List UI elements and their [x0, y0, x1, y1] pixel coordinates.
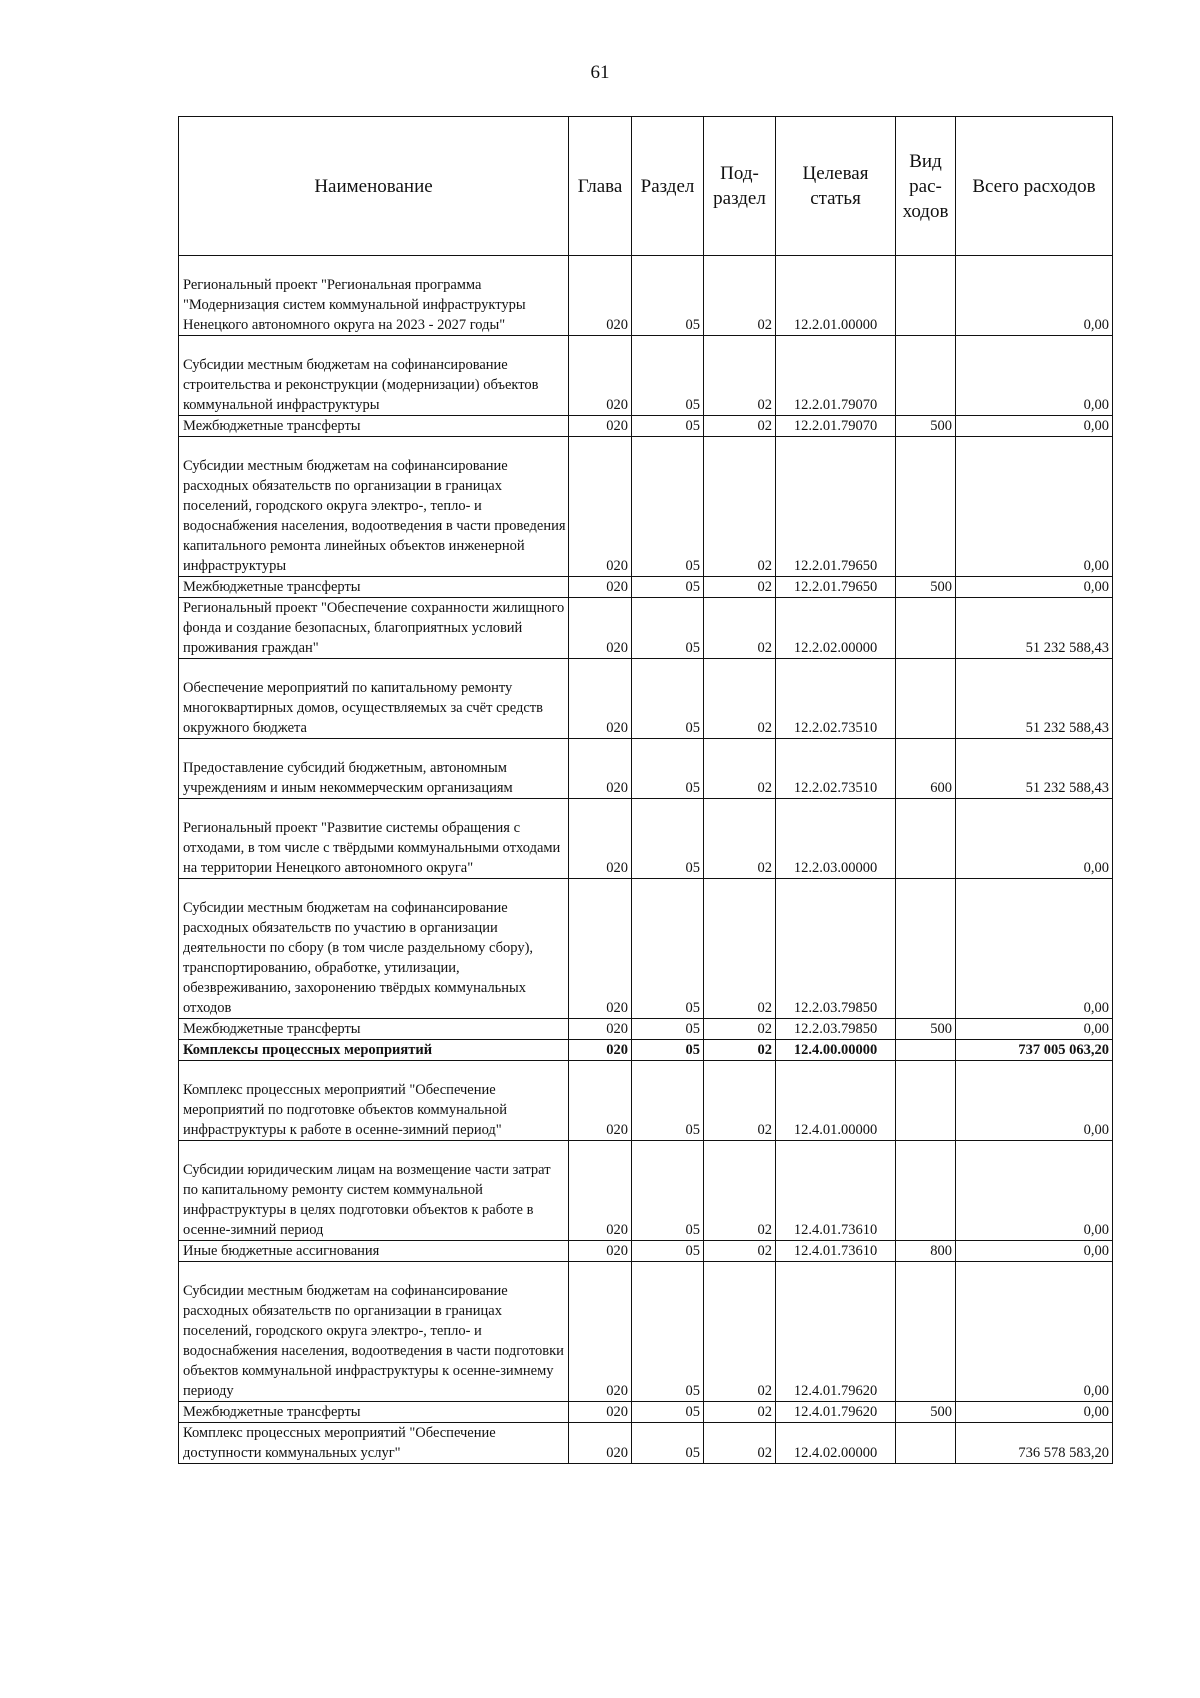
- cell-type: 600: [896, 739, 956, 799]
- cell-section: 05: [632, 1061, 704, 1141]
- cell-total: 0,00: [956, 1262, 1113, 1402]
- table-row: [179, 336, 1113, 416]
- header-target: Целевая статья: [776, 117, 896, 256]
- cell-target: 12.4.01.73610: [776, 1141, 896, 1241]
- cell-type: [896, 598, 956, 659]
- cell-chapter: 020: [569, 879, 632, 1019]
- table-row: [179, 1141, 1113, 1241]
- cell-chapter: 020: [569, 1402, 632, 1423]
- cell-type: [896, 1141, 956, 1241]
- cell-chapter: 020: [569, 1262, 632, 1402]
- cell-type: [896, 1262, 956, 1402]
- table-row: [179, 577, 1113, 598]
- cell-total: 736 578 583,20: [956, 1423, 1113, 1464]
- cell-type: [896, 879, 956, 1019]
- cell-subsection: 02: [704, 799, 776, 879]
- cell-section: 05: [632, 659, 704, 739]
- cell-subsection: 02: [704, 1402, 776, 1423]
- cell-name: Комплексы процессных мероприятий: [179, 1040, 569, 1061]
- cell-chapter: 020: [569, 336, 632, 416]
- cell-section: 05: [632, 1423, 704, 1464]
- cell-total: 0,00: [956, 879, 1113, 1019]
- cell-type: 500: [896, 577, 956, 598]
- cell-subsection: 02: [704, 1262, 776, 1402]
- cell-chapter: 020: [569, 1061, 632, 1141]
- cell-type: 500: [896, 1402, 956, 1423]
- cell-type: [896, 1423, 956, 1464]
- cell-target: 12.4.01.00000: [776, 1061, 896, 1141]
- cell-section: 05: [632, 577, 704, 598]
- cell-total: 0,00: [956, 577, 1113, 598]
- table-row: [179, 1061, 1113, 1141]
- cell-target: 12.4.01.73610: [776, 1241, 896, 1262]
- cell-type: [896, 1040, 956, 1061]
- header-chapter: Глава: [569, 117, 632, 256]
- table-row: [179, 739, 1113, 799]
- table-row: [179, 1423, 1113, 1464]
- cell-type: [896, 437, 956, 577]
- cell-section: 05: [632, 1262, 704, 1402]
- cell-name: Субсидии местным бюджетам на софинансирование расходных обязательств по участию в организации деятельности по сбору (в том числе раздельному сбору), транспортированию, обработке, утилизации, обезвреживанию, захоронению твёрдых коммунальных отходов: [179, 879, 569, 1019]
- cell-section: 05: [632, 1241, 704, 1262]
- cell-subsection: 02: [704, 437, 776, 577]
- cell-name: Субсидии юридическим лицам на возмещение части затрат по капитальному ремонту систем коммунальной инфраструктуры в целях подготовки объектов к работе в осенне-зимний период: [179, 1141, 569, 1241]
- cell-total: 51 232 588,43: [956, 659, 1113, 739]
- cell-subsection: 02: [704, 659, 776, 739]
- cell-section: 05: [632, 879, 704, 1019]
- cell-section: 05: [632, 598, 704, 659]
- table-row: [179, 598, 1113, 659]
- cell-target: 12.2.01.79070: [776, 416, 896, 437]
- cell-target: 12.2.03.79850: [776, 1019, 896, 1040]
- table-row: [179, 1402, 1113, 1423]
- header-total: Всего расходов: [956, 117, 1113, 256]
- table-row: [179, 879, 1113, 1019]
- cell-subsection: 02: [704, 1241, 776, 1262]
- cell-section: 05: [632, 1141, 704, 1241]
- cell-target: 12.2.01.79070: [776, 336, 896, 416]
- cell-total: 737 005 063,20: [956, 1040, 1113, 1061]
- cell-subsection: 02: [704, 336, 776, 416]
- cell-total: 0,00: [956, 1061, 1113, 1141]
- cell-name: Региональный проект "Обеспечение сохранности жилищного фонда и создание безопасных, благоприятных условий проживания граждан": [179, 598, 569, 659]
- cell-total: 0,00: [956, 799, 1113, 879]
- cell-subsection: 02: [704, 739, 776, 799]
- table-row: [179, 256, 1113, 336]
- cell-subsection: 02: [704, 416, 776, 437]
- cell-name: Субсидии местным бюджетам на софинансирование расходных обязательств по организации в границах поселений, городского округа электро-, тепло- и водоснабжения населения, водоотведения в части подготовки объектов коммунальной инфраструктуры к осенне-зимнему периоду: [179, 1262, 569, 1402]
- cell-total: 0,00: [956, 1241, 1113, 1262]
- cell-chapter: 020: [569, 577, 632, 598]
- cell-name: Комплекс процессных мероприятий "Обеспечение доступности коммунальных услуг": [179, 1423, 569, 1464]
- cell-name: Иные бюджетные ассигнования: [179, 1241, 569, 1262]
- table-body: [179, 256, 1113, 1464]
- cell-chapter: 020: [569, 739, 632, 799]
- cell-chapter: 020: [569, 437, 632, 577]
- cell-target: 12.2.02.00000: [776, 598, 896, 659]
- header-section: Раздел: [632, 117, 704, 256]
- cell-target: 12.2.01.79650: [776, 577, 896, 598]
- cell-section: 05: [632, 437, 704, 577]
- cell-section: 05: [632, 256, 704, 336]
- cell-subsection: 02: [704, 1040, 776, 1061]
- cell-subsection: 02: [704, 1423, 776, 1464]
- table-row: [179, 416, 1113, 437]
- cell-name: Межбюджетные трансферты: [179, 577, 569, 598]
- cell-target: 12.4.00.00000: [776, 1040, 896, 1061]
- cell-section: 05: [632, 336, 704, 416]
- cell-target: 12.2.01.00000: [776, 256, 896, 336]
- cell-section: 05: [632, 1402, 704, 1423]
- cell-chapter: 020: [569, 1141, 632, 1241]
- cell-section: 05: [632, 1019, 704, 1040]
- cell-type: [896, 336, 956, 416]
- cell-name: Предоставление субсидий бюджетным, автономным учреждениям и иным некоммерческим организациям: [179, 739, 569, 799]
- cell-chapter: 020: [569, 416, 632, 437]
- cell-target: 12.2.03.79850: [776, 879, 896, 1019]
- cell-section: 05: [632, 416, 704, 437]
- cell-subsection: 02: [704, 598, 776, 659]
- table-row: [179, 1262, 1113, 1402]
- cell-type: 800: [896, 1241, 956, 1262]
- cell-name: Обеспечение мероприятий по капитальному ремонту многоквартирных домов, осуществляемых за счёт средств окружного бюджета: [179, 659, 569, 739]
- cell-chapter: 020: [569, 1040, 632, 1061]
- cell-chapter: 020: [569, 1423, 632, 1464]
- cell-name: Межбюджетные трансферты: [179, 416, 569, 437]
- cell-type: 500: [896, 1019, 956, 1040]
- cell-total: 51 232 588,43: [956, 739, 1113, 799]
- cell-chapter: 020: [569, 598, 632, 659]
- cell-total: 51 232 588,43: [956, 598, 1113, 659]
- cell-target: 12.2.02.73510: [776, 739, 896, 799]
- cell-chapter: 020: [569, 1241, 632, 1262]
- cell-chapter: 020: [569, 799, 632, 879]
- cell-chapter: 020: [569, 256, 632, 336]
- budget-table: [178, 116, 1113, 1464]
- cell-target: 12.4.02.00000: [776, 1423, 896, 1464]
- table-row: [179, 799, 1113, 879]
- cell-total: 0,00: [956, 1019, 1113, 1040]
- cell-subsection: 02: [704, 1141, 776, 1241]
- cell-name: Комплекс процессных мероприятий "Обеспечение мероприятий по подготовке объектов коммунальной инфраструктуры к работе в осенне-зимний период": [179, 1061, 569, 1141]
- cell-total: 0,00: [956, 416, 1113, 437]
- header-type: Вид рас-ходов: [896, 117, 956, 256]
- cell-name: Субсидии местным бюджетам на софинансирование расходных обязательств по организации в границах поселений, городского округа электро-, тепло- и водоснабжения населения, водоотведения в части проведения капитального ремонта линейных объектов инженерной инфраструктуры: [179, 437, 569, 577]
- cell-type: [896, 1061, 956, 1141]
- cell-subsection: 02: [704, 256, 776, 336]
- cell-total: 0,00: [956, 437, 1113, 577]
- cell-total: 0,00: [956, 1402, 1113, 1423]
- cell-type: [896, 256, 956, 336]
- table-row: [179, 1040, 1113, 1061]
- cell-type: [896, 659, 956, 739]
- cell-name: Субсидии местным бюджетам на софинансирование строительства и реконструкции (модернизации) объектов коммунальной инфраструктуры: [179, 336, 569, 416]
- cell-total: 0,00: [956, 1141, 1113, 1241]
- header-name: Наименование: [179, 117, 569, 256]
- table-row: [179, 1241, 1113, 1262]
- cell-name: Региональный проект "Региональная программа "Модернизация систем коммунальной инфраструктуры Ненецкого автономного округа на 2023 - 2027 годы": [179, 256, 569, 336]
- cell-type: [896, 799, 956, 879]
- cell-name: Региональный проект "Развитие системы обращения с отходами, в том числе с твёрдыми коммунальными отходами на территории Ненецкого автономного округа": [179, 799, 569, 879]
- page-number: 61: [590, 62, 610, 83]
- cell-section: 05: [632, 1040, 704, 1061]
- cell-chapter: 020: [569, 1019, 632, 1040]
- cell-type: 500: [896, 416, 956, 437]
- cell-section: 05: [632, 799, 704, 879]
- cell-chapter: 020: [569, 659, 632, 739]
- table-row: [179, 437, 1113, 577]
- header-row: [179, 117, 1113, 256]
- cell-target: 12.4.01.79620: [776, 1402, 896, 1423]
- cell-target: 12.2.02.73510: [776, 659, 896, 739]
- table-row: [179, 659, 1113, 739]
- cell-target: 12.4.01.79620: [776, 1262, 896, 1402]
- table-row: [179, 1019, 1113, 1040]
- header-subsection: Под-раздел: [704, 117, 776, 256]
- cell-target: 12.2.03.00000: [776, 799, 896, 879]
- cell-name: Межбюджетные трансферты: [179, 1019, 569, 1040]
- cell-subsection: 02: [704, 577, 776, 598]
- cell-section: 05: [632, 739, 704, 799]
- cell-subsection: 02: [704, 1061, 776, 1141]
- cell-subsection: 02: [704, 1019, 776, 1040]
- cell-total: 0,00: [956, 256, 1113, 336]
- cell-name: Межбюджетные трансферты: [179, 1402, 569, 1423]
- cell-target: 12.2.01.79650: [776, 437, 896, 577]
- cell-total: 0,00: [956, 336, 1113, 416]
- cell-subsection: 02: [704, 879, 776, 1019]
